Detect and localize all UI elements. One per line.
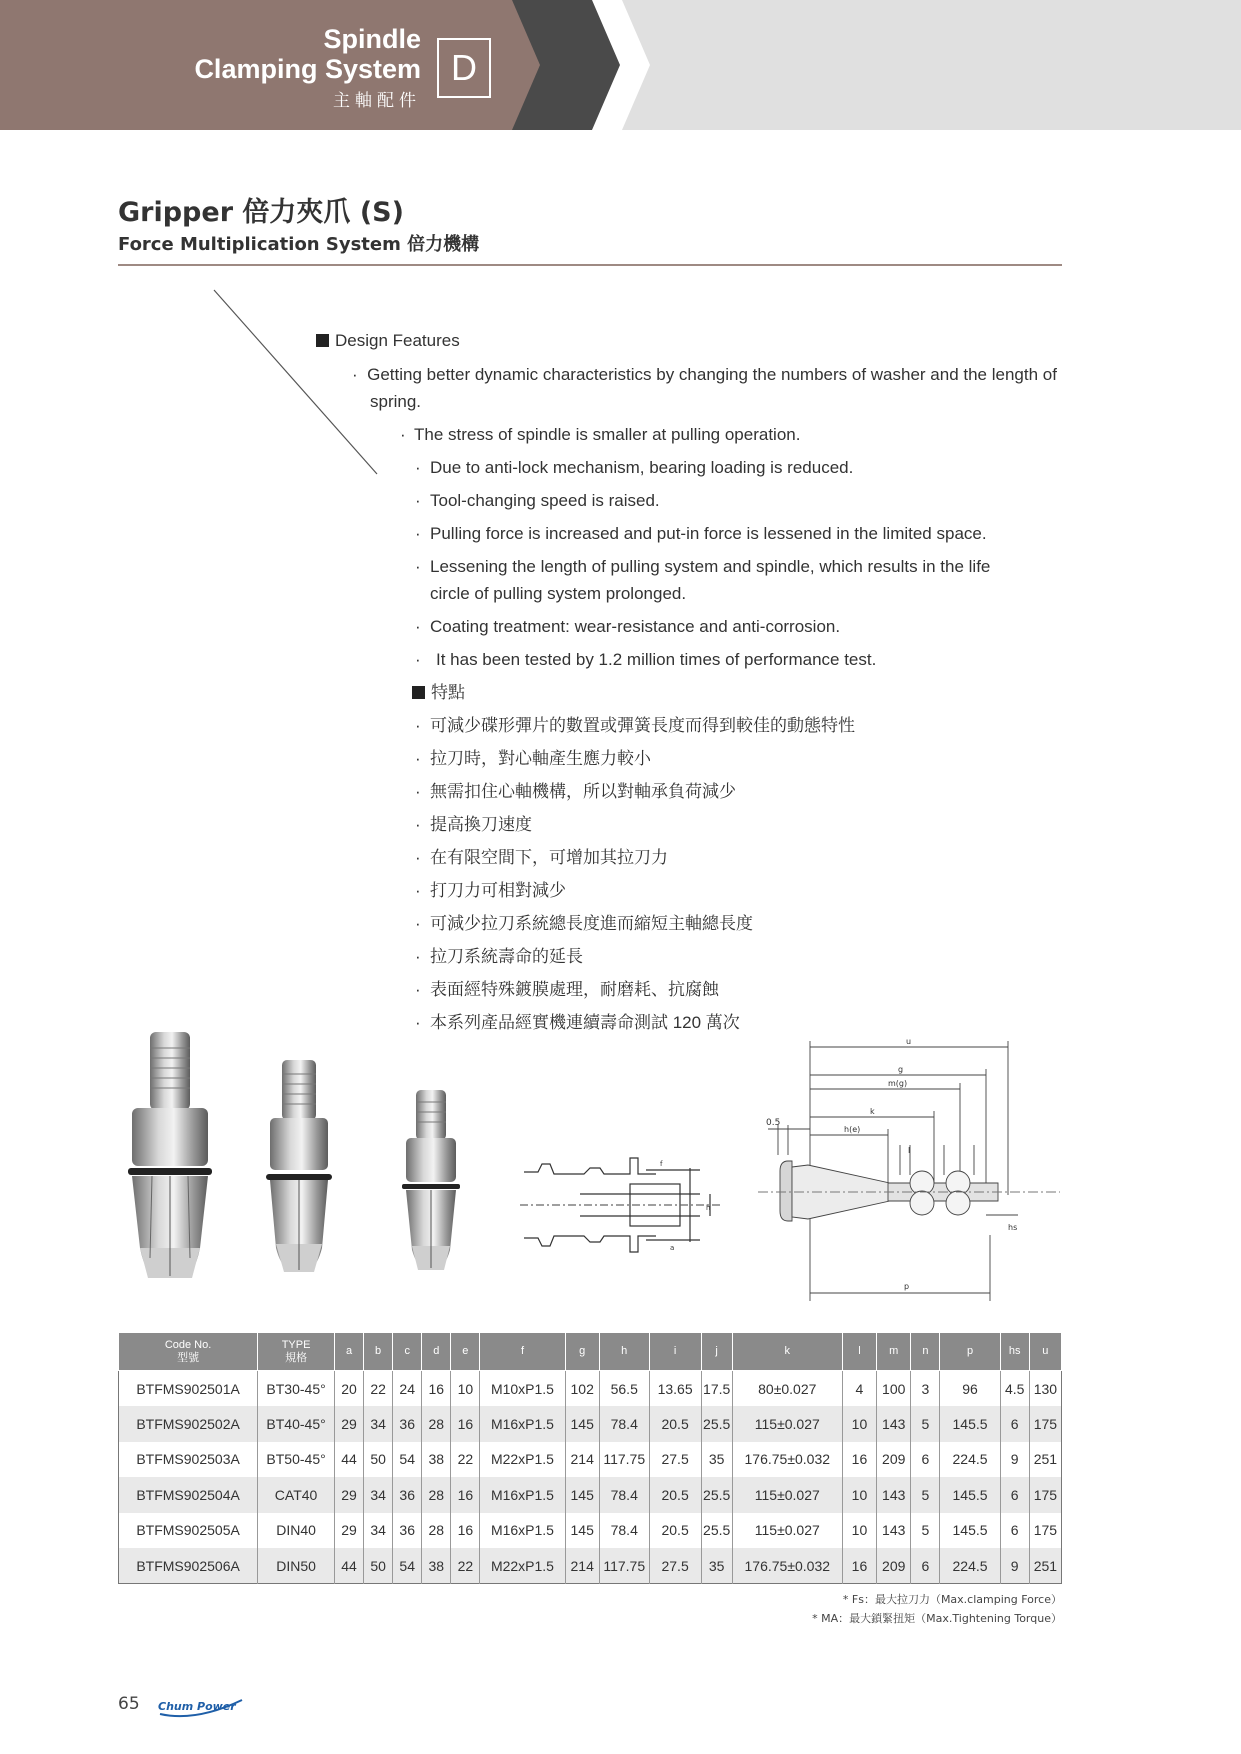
feature-item-zh: · 拉刀時，對心軸產生應力較小 xyxy=(415,749,651,768)
table-cell: 54 xyxy=(393,1442,422,1478)
table-cell: 145.5 xyxy=(940,1406,1000,1442)
table-cell: 96 xyxy=(940,1371,1000,1407)
dim-label-k: k xyxy=(870,1107,875,1116)
table-cell: M16xP1.5 xyxy=(480,1477,565,1513)
col-header: b xyxy=(364,1333,393,1371)
table-cell: 36 xyxy=(393,1406,422,1442)
table-cell: 6 xyxy=(1000,1406,1029,1442)
table-cell: 44 xyxy=(335,1548,364,1584)
type-cell: BT50-45° xyxy=(258,1442,335,1478)
header-subtitle-zh: 主軸配件 xyxy=(333,91,421,110)
table-cell: 9 xyxy=(1000,1442,1029,1478)
specification-table xyxy=(118,1332,1062,1584)
table-cell: 78.4 xyxy=(599,1406,649,1442)
table-cell: 175 xyxy=(1029,1406,1061,1442)
col-header: c xyxy=(393,1333,422,1371)
table-cell: 22 xyxy=(451,1548,480,1584)
table-row xyxy=(119,1406,1062,1442)
table-cell: 34 xyxy=(364,1406,393,1442)
col-header: a xyxy=(335,1333,364,1371)
section-letter-badge: D xyxy=(437,38,491,98)
table-body xyxy=(119,1371,1062,1584)
table-cell: 145 xyxy=(565,1513,599,1549)
feature-item-en: · Tool-changing speed is raised. xyxy=(415,491,660,510)
note-ma: * MA：最大鎖緊扭矩（Max.Tightening Torque） xyxy=(812,1612,1062,1625)
table-cell: 5 xyxy=(911,1477,940,1513)
dim-label-u: u xyxy=(906,1037,912,1046)
table-cell: 16 xyxy=(451,1406,480,1442)
chum-power-logo xyxy=(156,1692,246,1720)
header-graphic xyxy=(0,0,1241,130)
page-number: 65 xyxy=(118,1694,140,1714)
table-cell: 209 xyxy=(877,1442,911,1478)
table-cell: 16 xyxy=(451,1513,480,1549)
table-cell: 44 xyxy=(335,1442,364,1478)
page-header xyxy=(0,0,1241,130)
table-cell: 29 xyxy=(335,1406,364,1442)
square-bullet-icon xyxy=(412,686,425,699)
dim-label-l: l xyxy=(908,1146,911,1155)
table-cell: 36 xyxy=(393,1513,422,1549)
feature-item-en: · Pulling force is increased and put-in force is lessened in the limited space. xyxy=(415,524,987,543)
table-cell: 176.75±0.032 xyxy=(732,1442,842,1478)
col-header-type: TYPE 規格 xyxy=(258,1333,335,1371)
table-cell: 22 xyxy=(451,1442,480,1478)
table-cell: 20.5 xyxy=(649,1477,701,1513)
col-header: f xyxy=(480,1333,565,1371)
table-cell: 176.75±0.032 xyxy=(732,1548,842,1584)
table-cell: 27.5 xyxy=(649,1442,701,1478)
table-cell: 36 xyxy=(393,1477,422,1513)
dim-label-h: h(e) xyxy=(844,1125,861,1134)
table-cell: 13.65 xyxy=(649,1371,701,1407)
table-cell: 28 xyxy=(422,1477,451,1513)
title-divider xyxy=(118,264,1062,266)
type-cell: BT40-45° xyxy=(258,1406,335,1442)
table-cell: 38 xyxy=(422,1442,451,1478)
header-title-line1: Spindle xyxy=(323,24,421,54)
gripper-section-drawing xyxy=(520,1150,740,1260)
feature-item-zh: · 拉刀系統壽命的延長 xyxy=(415,947,583,966)
table-cell: 56.5 xyxy=(599,1371,649,1407)
table-cell: 16 xyxy=(842,1548,876,1584)
label-f: f xyxy=(660,1160,663,1168)
table-cell: 25.5 xyxy=(701,1406,732,1442)
table-cell: 22 xyxy=(364,1371,393,1407)
table-cell: 34 xyxy=(364,1513,393,1549)
dim-label-hs: hs xyxy=(1008,1223,1018,1232)
table-cell: 24 xyxy=(393,1371,422,1407)
table-cell: 102 xyxy=(565,1371,599,1407)
code-cell: BTFMS902503A xyxy=(119,1442,258,1478)
feature-item-zh: · 表面經特殊鍍膜處理，耐磨耗、抗腐蝕 xyxy=(415,980,719,999)
table-cell: M16xP1.5 xyxy=(480,1513,565,1549)
table-cell: 16 xyxy=(451,1477,480,1513)
dim-label-p: p xyxy=(904,1282,910,1291)
header-title-line2: Clamping System xyxy=(194,54,421,84)
table-notes xyxy=(812,1590,1062,1628)
col-header: i xyxy=(649,1333,701,1371)
dim-label-g: g xyxy=(898,1065,904,1074)
code-cell: BTFMS902506A xyxy=(119,1548,258,1584)
gripper-medium-photo xyxy=(266,1060,332,1272)
table-cell: 17.5 xyxy=(701,1371,732,1407)
feature-item-en: · Due to anti-lock mechanism, bearing loading is reduced. xyxy=(415,458,854,477)
square-bullet-icon xyxy=(316,334,329,347)
type-cell: DIN50 xyxy=(258,1548,335,1584)
features-list-zh xyxy=(316,712,1076,1036)
col-header: e xyxy=(451,1333,480,1371)
table-cell: M22xP1.5 xyxy=(480,1548,565,1584)
table-cell: 145 xyxy=(565,1477,599,1513)
table-cell: 28 xyxy=(422,1406,451,1442)
note-fs: * Fs：最大拉刀力（Max.clamping Force） xyxy=(842,1593,1062,1606)
feature-item-zh: · 在有限空間下，可增加其拉刀力 xyxy=(415,848,668,867)
table-cell: 25.5 xyxy=(701,1477,732,1513)
feature-item-en: · It has been tested by 1.2 million times of performance test. xyxy=(415,650,877,669)
dim-label-offset: 0.5 xyxy=(766,1118,781,1128)
table-cell: 117.75 xyxy=(599,1548,649,1584)
feature-item-en: · The stress of spindle is smaller at pulling operation. xyxy=(400,425,801,444)
table-cell: 50 xyxy=(364,1442,393,1478)
col-header: u xyxy=(1029,1333,1061,1371)
table-cell: 4.5 xyxy=(1000,1371,1029,1407)
table-cell: 214 xyxy=(565,1442,599,1478)
table-cell: 9 xyxy=(1000,1548,1029,1584)
table-cell: 143 xyxy=(877,1477,911,1513)
feature-item-zh: · 本系列產品經實機連續壽命測試 120 萬次 xyxy=(415,1013,740,1032)
table-cell: 78.4 xyxy=(599,1477,649,1513)
type-cell: DIN40 xyxy=(258,1513,335,1549)
dim-label-m: m(g) xyxy=(888,1079,908,1088)
gripper-dimension-drawing xyxy=(758,1035,1060,1305)
table-cell: 251 xyxy=(1029,1548,1061,1584)
table-cell: 10 xyxy=(451,1371,480,1407)
col-header: n xyxy=(911,1333,940,1371)
type-cell: CAT40 xyxy=(258,1477,335,1513)
table-cell: 27.5 xyxy=(649,1548,701,1584)
table-cell: 175 xyxy=(1029,1477,1061,1513)
table-cell: 54 xyxy=(393,1548,422,1584)
col-header: j xyxy=(701,1333,732,1371)
design-features xyxy=(316,328,1076,1036)
col-header: d xyxy=(422,1333,451,1371)
gripper-small-photo xyxy=(402,1090,460,1270)
col-header: m xyxy=(877,1333,911,1371)
table-cell: 5 xyxy=(911,1406,940,1442)
gripper-large-photo xyxy=(128,1032,212,1278)
feature-item-zh: · 無需扣住心軸機構，所以對軸承負荷減少 xyxy=(415,782,736,801)
table-cell: 10 xyxy=(842,1406,876,1442)
table-cell: 175 xyxy=(1033,1522,1058,1539)
brand-name: Chum Power xyxy=(158,1700,236,1713)
table-cell: 6 xyxy=(1000,1513,1029,1549)
col-header: l xyxy=(842,1333,876,1371)
code-cell: BTFMS902501A xyxy=(119,1371,258,1407)
code-cell: BTFMS902502A xyxy=(119,1406,258,1442)
table-row xyxy=(119,1548,1062,1584)
table-cell: 115±0.027 xyxy=(732,1513,842,1549)
table-cell: 214 xyxy=(565,1548,599,1584)
table-cell: 115±0.027 xyxy=(732,1477,842,1513)
table-cell: 3 xyxy=(911,1371,940,1407)
table-cell: 6 xyxy=(911,1442,940,1478)
col-header: g xyxy=(565,1333,599,1371)
header-title-block xyxy=(194,24,421,111)
table-cell: 28 xyxy=(422,1513,451,1549)
page-subtitle: Force Multiplication System 倍力機構 xyxy=(118,234,480,255)
col-header-code: Code No. 型號 xyxy=(119,1333,258,1371)
feature-item-zh: · 提高換刀速度 xyxy=(415,815,532,834)
table-cell: 50 xyxy=(364,1548,393,1584)
features-heading-en: Design Features xyxy=(316,328,1076,361)
code-cell: BTFMS902505A xyxy=(119,1513,258,1549)
table-cell: 117.75 xyxy=(599,1442,649,1478)
table-cell: 100 xyxy=(877,1371,911,1407)
table-cell: 209 xyxy=(877,1548,911,1584)
table-cell: 130 xyxy=(1033,1380,1058,1397)
table-row xyxy=(119,1513,1062,1549)
table-row xyxy=(119,1371,1062,1407)
table-cell: 4 xyxy=(842,1371,876,1407)
table-cell: 115±0.027 xyxy=(732,1406,842,1442)
type-cell: BT30-45° xyxy=(258,1371,335,1407)
table-cell: M10xP1.5 xyxy=(480,1371,565,1407)
features-heading-zh: 特點 xyxy=(316,679,1076,706)
table-cell: 80±0.027 xyxy=(732,1371,842,1407)
feature-item-zh: · 可減少拉刀系統總長度進而縮短主軸總長度 xyxy=(415,914,753,933)
table-cell: 143 xyxy=(877,1406,911,1442)
table-cell: 29 xyxy=(335,1513,364,1549)
feature-item-zh: · 可減少碟形彈片的數置或彈簧長度而得到較佳的動態特性 xyxy=(415,716,855,735)
table-cell: 224.5 xyxy=(940,1442,1000,1478)
table-row xyxy=(119,1442,1062,1478)
table-cell: 25.5 xyxy=(701,1513,732,1549)
label-a: a xyxy=(670,1244,675,1252)
table-cell: 20.5 xyxy=(649,1513,701,1549)
feature-item-en: · Coating treatment: wear-resistance and anti-corrosion. xyxy=(415,617,841,636)
table-cell: 16 xyxy=(842,1442,876,1478)
feature-item-zh: · 打刀力可相對減少 xyxy=(415,881,566,900)
feature-item-en: · Getting better dynamic characteristics by changing the numbers of washer and the length of spring. xyxy=(352,365,1057,411)
table-cell: 143 xyxy=(877,1513,911,1549)
table-cell: 29 xyxy=(335,1477,364,1513)
table-cell: 5 xyxy=(911,1513,940,1549)
table-cell: M16xP1.5 xyxy=(480,1406,565,1442)
table-cell: 145.5 xyxy=(940,1513,1000,1549)
table-header-row xyxy=(119,1333,1062,1371)
col-header: p xyxy=(940,1333,1000,1371)
table-cell: 78.4 xyxy=(599,1513,649,1549)
table-row xyxy=(119,1477,1062,1513)
table-cell: 10 xyxy=(842,1513,876,1549)
table-cell: 145 xyxy=(565,1406,599,1442)
table-cell: 16 xyxy=(422,1371,451,1407)
table-cell: 224.5 xyxy=(940,1548,1000,1584)
gripper-product-photos xyxy=(110,1028,510,1310)
table-cell: 6 xyxy=(1000,1477,1029,1513)
table-cell: 10 xyxy=(842,1477,876,1513)
table-cell: M22xP1.5 xyxy=(480,1442,565,1478)
table-cell: 35 xyxy=(701,1442,732,1478)
table-cell: 38 xyxy=(422,1548,451,1584)
col-header: k xyxy=(732,1333,842,1371)
col-header: h xyxy=(599,1333,649,1371)
table-cell: 6 xyxy=(911,1548,940,1584)
table-cell: 145.5 xyxy=(940,1477,1000,1513)
code-cell: BTFMS902504A xyxy=(119,1477,258,1513)
table-cell: 251 xyxy=(1033,1451,1058,1468)
table-cell: 35 xyxy=(701,1548,732,1584)
page-title: Gripper 倍力夾爪 (S) xyxy=(118,197,404,228)
table-cell: 20 xyxy=(335,1371,364,1407)
table-cell: 20.5 xyxy=(649,1406,701,1442)
label-h: h xyxy=(706,1204,711,1212)
feature-item-en: · Lessening the length of pulling system and spindle, which results in the life circle of pulling system prolonged. xyxy=(415,557,991,603)
table-cell: 34 xyxy=(364,1477,393,1513)
col-header: hs xyxy=(1000,1333,1029,1371)
